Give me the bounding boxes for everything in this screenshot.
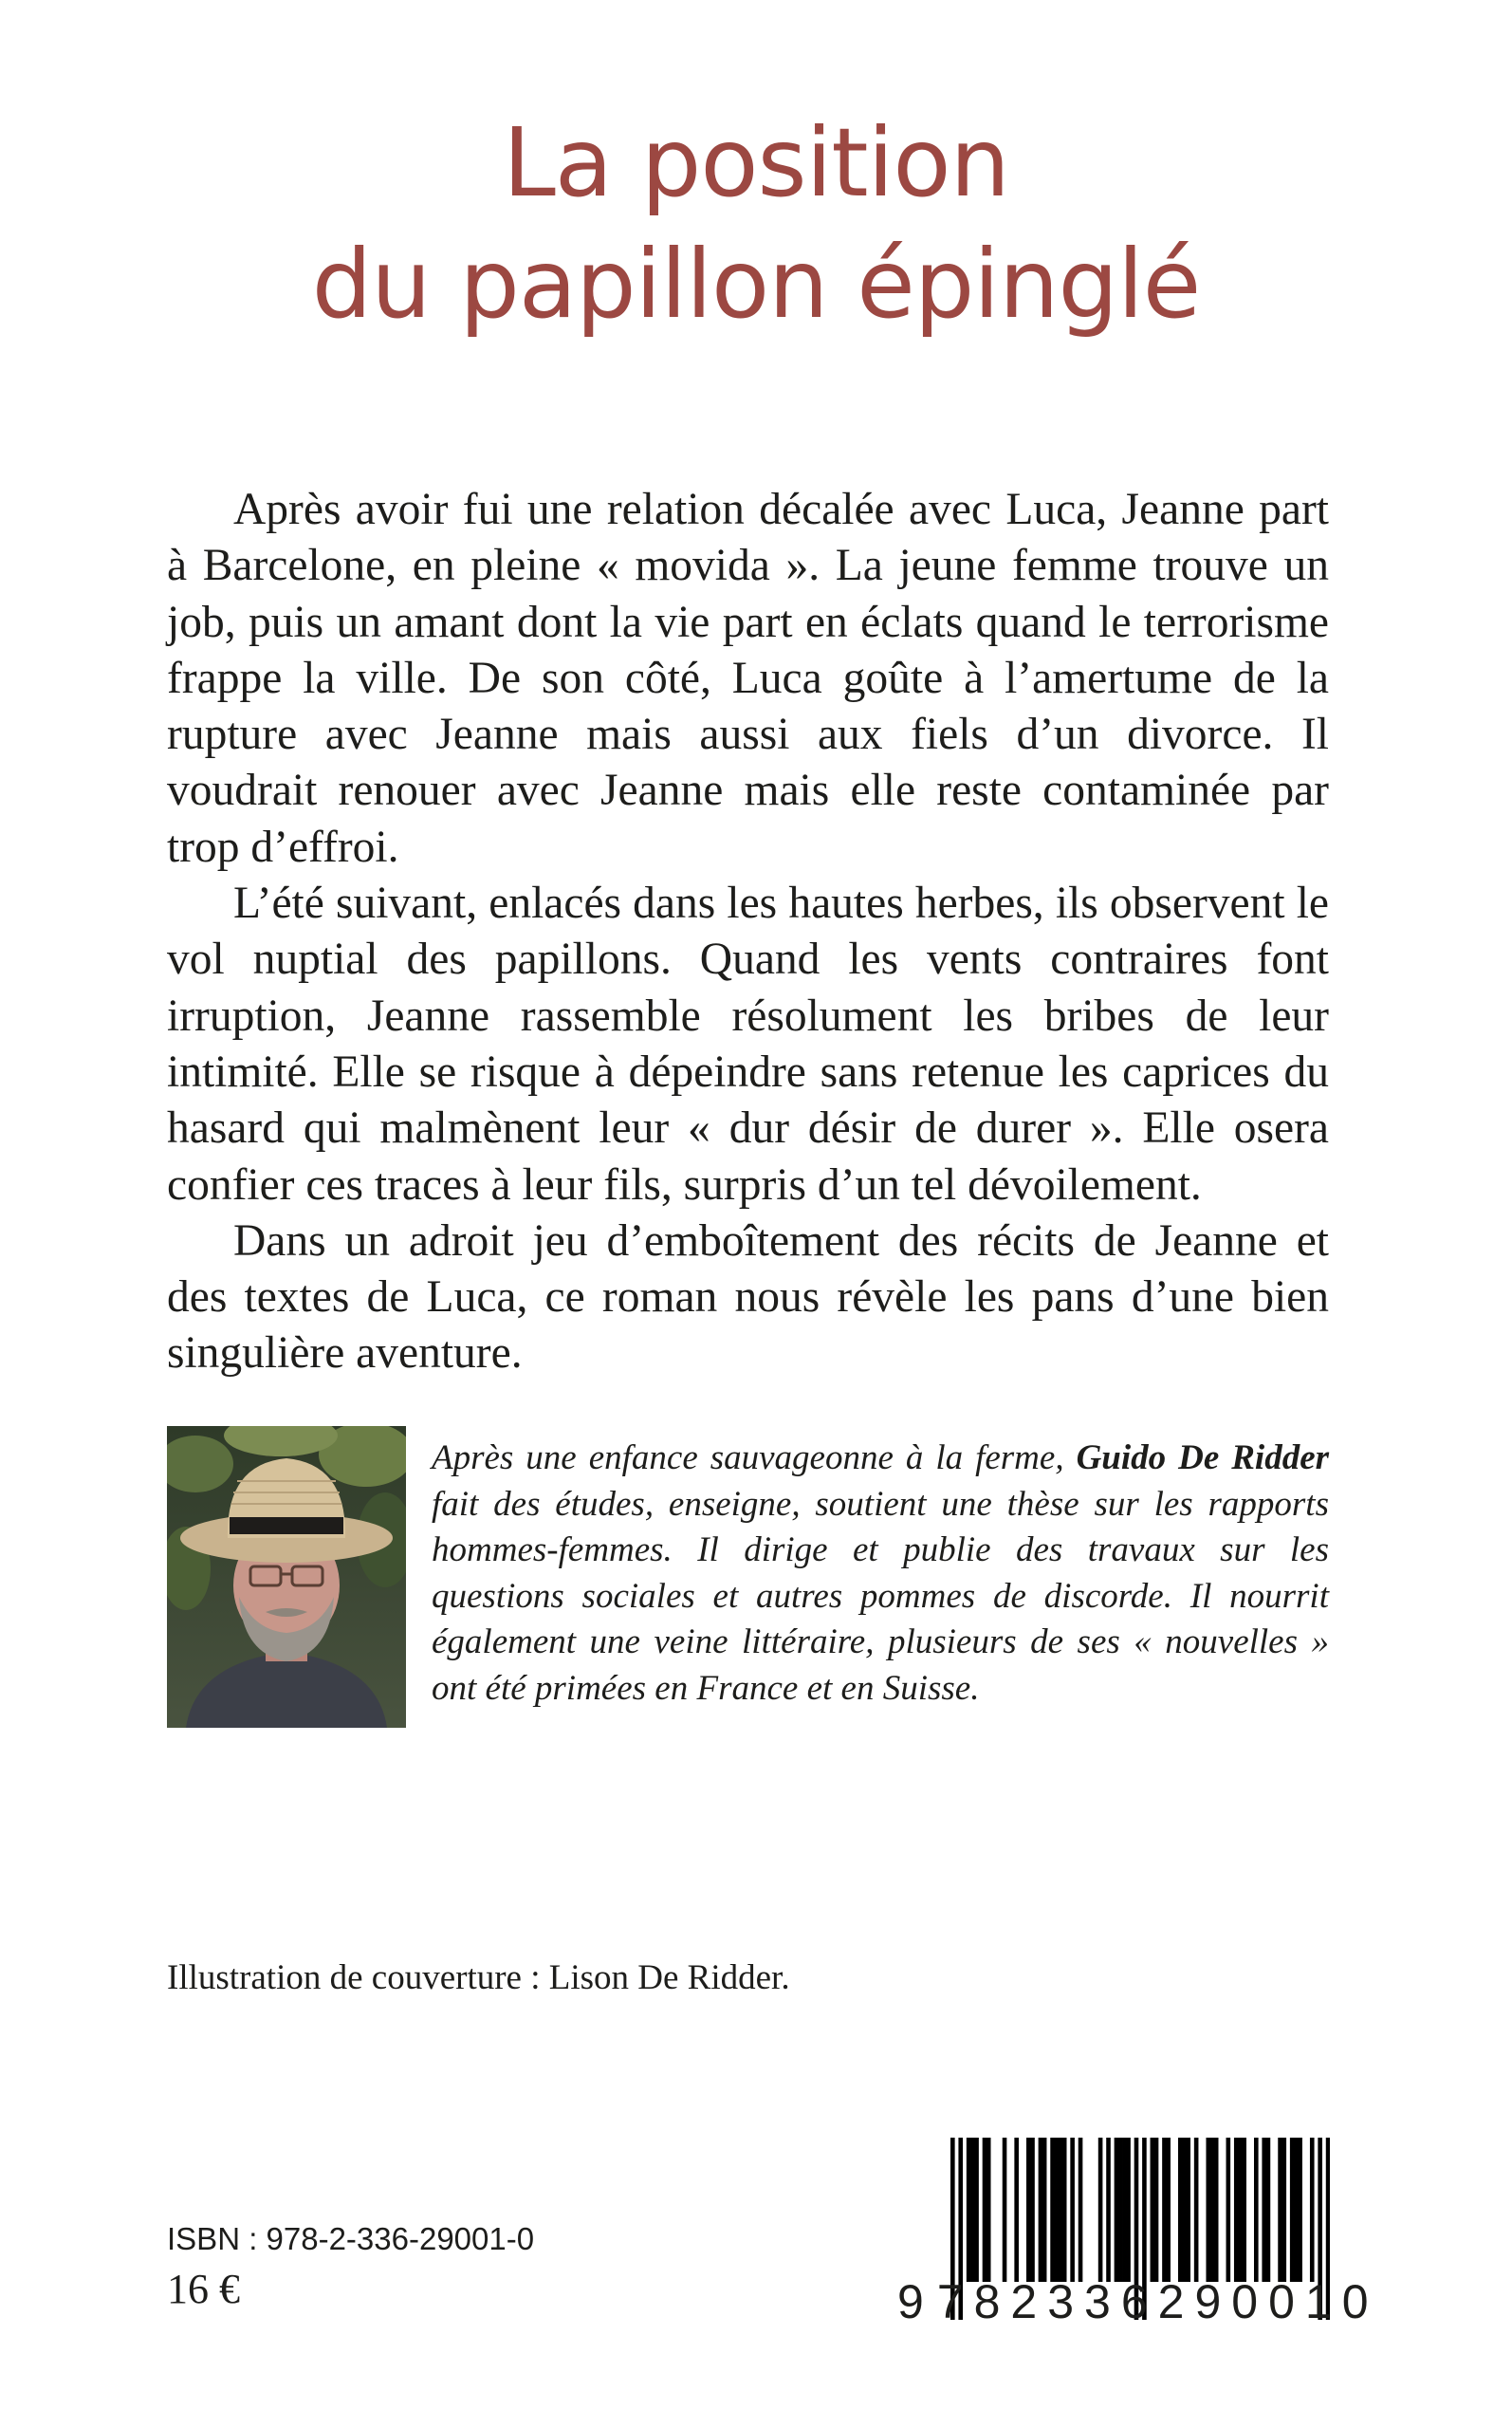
author-name: Guido De Ridder (1076, 1438, 1330, 1477)
illustration-credit: Illustration de couverture : Lison De Ridder. (167, 1958, 790, 1997)
barcode-bar (1282, 2138, 1286, 2282)
barcode-bar (1242, 2138, 1246, 2282)
barcode-bar (970, 2138, 975, 2282)
barcode-bar (1026, 2138, 1031, 2282)
barcode-bar (1310, 2138, 1315, 2282)
barcode-bar (1290, 2138, 1295, 2282)
barcode-bar (967, 2138, 971, 2282)
barcode-digits (897, 2275, 1379, 2328)
barcode-bar (1098, 2138, 1103, 2282)
author-bio-before: Après une enfance sauvageonne à la ferme, (432, 1438, 1077, 1477)
barcode-bar (1122, 2138, 1127, 2282)
price: 16 € (167, 2266, 240, 2312)
barcode-bar (1030, 2138, 1035, 2282)
barcode-bar (1178, 2138, 1183, 2282)
barcode-bar (1062, 2138, 1067, 2282)
barcode-bar (1214, 2138, 1219, 2282)
barcode-bar (983, 2138, 987, 2282)
barcode-bar (1298, 2138, 1302, 2282)
barcode-bar (1166, 2138, 1171, 2282)
book-title-line-2: du papillon épinglé (311, 229, 1201, 340)
barcode-right-group: 290010 (1157, 2275, 1379, 2328)
barcode-bar (1234, 2138, 1239, 2282)
barcode-bar (1115, 2138, 1119, 2282)
barcode-bar (1182, 2138, 1187, 2282)
book-title-line-1: La position (503, 107, 1009, 218)
blurb-paragraph-2: L’été suivant, enlacés dans les hautes herbes, ils observent le vol nuptial des papillons. Quand les vents contraires font irruption, Jeanne rassemble résolument les bribes de leur intimité. Elle se risque à dépeindre sans retenue les caprices du hasard qui malmènent leur « dur désir de durer ». Elle osera confier ces traces à leur fils, surpris d’un tel dévoilement. (167, 879, 1329, 1210)
blurb-paragraph-1: Après avoir fui une relation décalée avec Luca, Jeanne part à Barcelone, en pleine « movida ». La jeune femme trouve un job, puis un amant dont la vie part en éclats quand le terrorisme frappe la ville. De son côté, Luca goûte à l’amertume de la rupture avec Jeanne mais aussi aux fiels d’un divorce. Il voudrait renouer avec Jeanne mais elle reste contaminée par trop d’effroi. (167, 485, 1329, 872)
barcode-bar (1294, 2138, 1299, 2282)
barcode-bar (1226, 2138, 1231, 2282)
author-bio-after: fait des études, enseigne, soutient une thèse sur les rapports hommes-femmes. Il dirige et publie des travaux sur les questions sociales et autres pommes de discorde. Il nourrit également une veine littéraire, plusieurs de ses « nouvelles » ont été primées en France et en Suisse. (432, 1484, 1329, 1708)
isbn: ISBN : 978-2-336-29001-0 (167, 2221, 535, 2256)
barcode-bar (1266, 2138, 1271, 2282)
barcode-first-digit: 9 (897, 2275, 924, 2328)
barcode-bar (1210, 2138, 1215, 2282)
barcode-bar (1039, 2138, 1043, 2282)
blurb-paragraph-3: Dans un adroit jeu d’emboîtement des récits de Jeanne et des textes de Luca, ce roman nous révèle les pans d’une bien singulière aventure. (167, 1215, 1329, 1379)
barcode-bar (1003, 2138, 1007, 2282)
book-blurb (167, 482, 1329, 1382)
book-title (0, 102, 1512, 345)
barcode-bar (1059, 2138, 1063, 2282)
barcode-bar (986, 2138, 991, 2282)
barcode-bar (1238, 2138, 1243, 2282)
barcode-bar (1262, 2138, 1266, 2282)
barcode-bar (1118, 2138, 1123, 2282)
barcode-bar (1070, 2138, 1075, 2282)
barcode-bar (1054, 2138, 1059, 2282)
barcode-bar (1151, 2138, 1155, 2282)
barcode-bar (1186, 2138, 1190, 2282)
barcode-bar (1042, 2138, 1047, 2282)
barcode-bar (974, 2138, 979, 2282)
author-bio (432, 1436, 1329, 1713)
barcode-bar (1079, 2138, 1083, 2282)
barcode-bar (1050, 2138, 1055, 2282)
barcode-bar (1194, 2138, 1199, 2282)
barcode-bar (1254, 2138, 1259, 2282)
barcode-bar (1126, 2138, 1131, 2282)
barcode-bar (1162, 2138, 1167, 2282)
barcode-bar (1206, 2138, 1210, 2282)
barcode-bar (1106, 2138, 1111, 2282)
barcode-left-group: 782336 (936, 2275, 1158, 2328)
barcode-bar (1014, 2138, 1019, 2282)
author-photo (167, 1426, 406, 1728)
barcode-bar (1154, 2138, 1159, 2282)
barcode-bar (1278, 2138, 1282, 2282)
